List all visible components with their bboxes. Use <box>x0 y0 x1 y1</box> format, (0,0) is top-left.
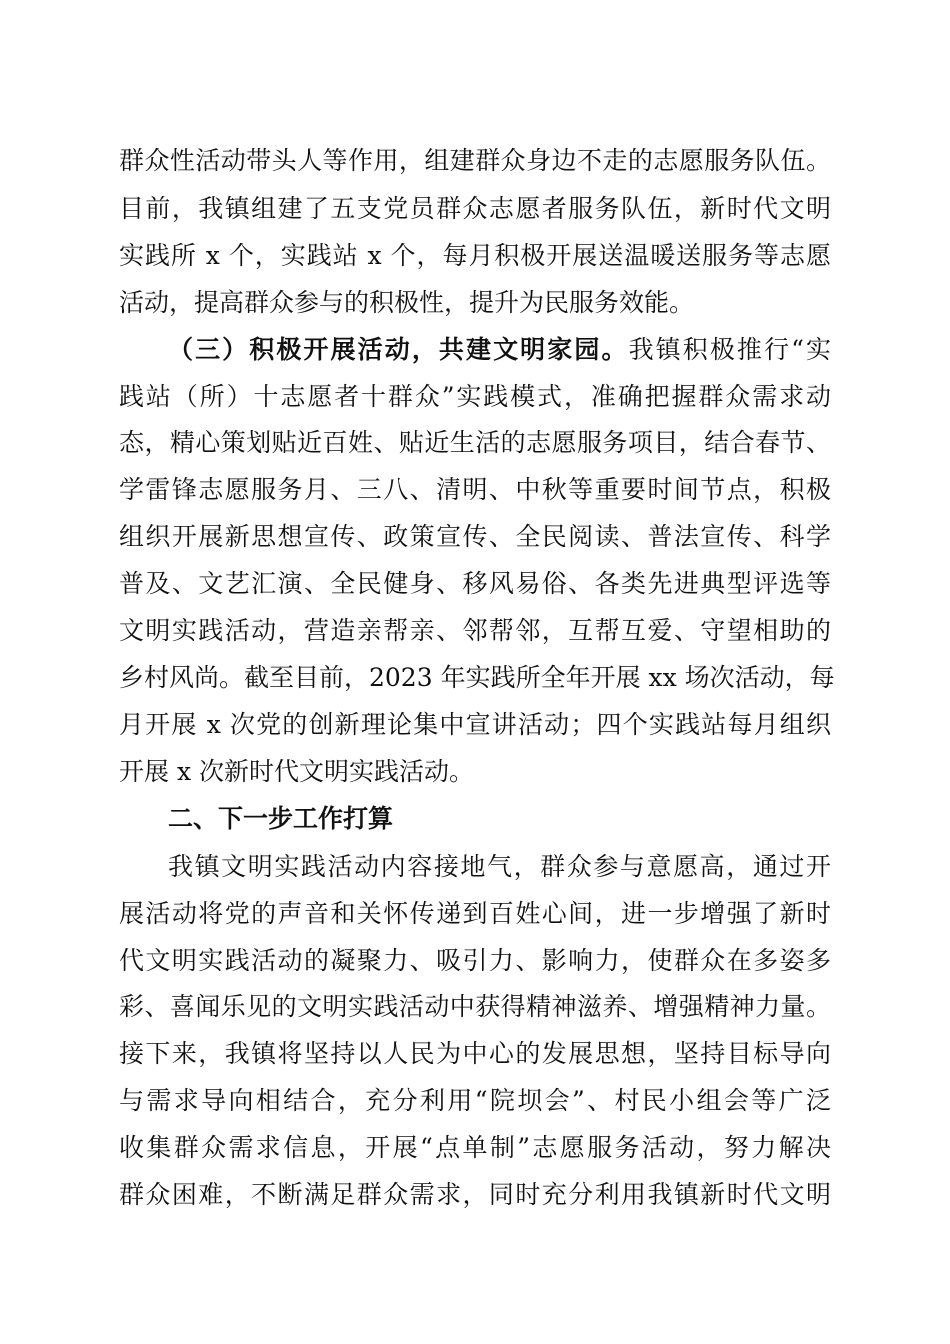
paragraph-line: 我镇文明实践活动内容接地气，群众参与意愿高，通过开 <box>168 852 831 881</box>
paragraph-line: 组织开展新思想宣传、政策宣传、全民阅读、普法宣传、科学 <box>119 522 831 551</box>
paragraph-line: 群众性活动带头人等作用，组建群众身边不走的志愿服务队伍。 <box>119 146 831 175</box>
paragraph-text: 我镇积极推行“实 <box>628 335 831 364</box>
paragraph-line: 普及、文艺汇演、全民健身、移风易俗、各类先进典型评选等 <box>119 569 831 598</box>
paragraph-line: 展活动将党的声音和关怀传递到百姓心间，进一步增强了新时 <box>119 899 831 928</box>
subsection-heading: （三）积极开展活动，共建文明家园。 <box>168 335 629 364</box>
paragraph-line: 与需求导向相结合，充分利用“院坝会”、村民小组会等广泛 <box>119 1086 831 1115</box>
paragraph-line: 活动，提高群众参与的积极性，提升为民服务效能。 <box>119 288 695 317</box>
paragraph-line: 态，精心策划贴近百姓、贴近生活的志愿服务项目，结合春节、 <box>119 428 831 457</box>
section-heading: 二、下一步工作打算 <box>168 804 394 833</box>
paragraph-line: 月开展 x 次党的创新理论集中宣讲活动；四个实践站每月组织 <box>119 710 831 739</box>
paragraph-line: 收集群众需求信息，开展“点单制”志愿服务活动，努力解决 <box>119 1133 831 1162</box>
paragraph-line: 文明实践活动，营造亲帮亲、邻帮邻，互帮互爱、守望相助的 <box>119 616 831 645</box>
paragraph-line: 实践所 x 个，实践站 x 个，每月积极开展送温暖送服务等志愿 <box>119 241 831 270</box>
paragraph-line: 践站（所）十志愿者十群众”实践模式，准确把握群众需求动 <box>119 382 831 411</box>
paragraph-line: 目前，我镇组建了五支党员群众志愿者服务队伍，新时代文明 <box>119 194 831 223</box>
paragraph-line: 学雷锋志愿服务月、三八、清明、中秋等重要时间节点，积极 <box>119 475 831 504</box>
paragraph-line: 开展 x 次新时代文明实践活动。 <box>119 757 474 786</box>
paragraph-line: 彩、喜闻乐见的文明实践活动中获得精神滋养、增强精神力量。 <box>119 992 831 1021</box>
paragraph-line: 接下来，我镇将坚持以人民为中心的发展思想，坚持目标导向 <box>119 1039 831 1068</box>
paragraph-line: 代文明实践活动的凝聚力、吸引力、影响力，使群众在多姿多 <box>119 946 831 975</box>
paragraph-line: 乡村风尚。截至目前，2023 年实践所全年开展 xx 场次活动，每 <box>119 663 835 692</box>
subsection-first-line <box>168 331 831 369</box>
paragraph-line: 群众困难，不断满足群众需求，同时充分利用我镇新时代文明 <box>119 1180 831 1209</box>
